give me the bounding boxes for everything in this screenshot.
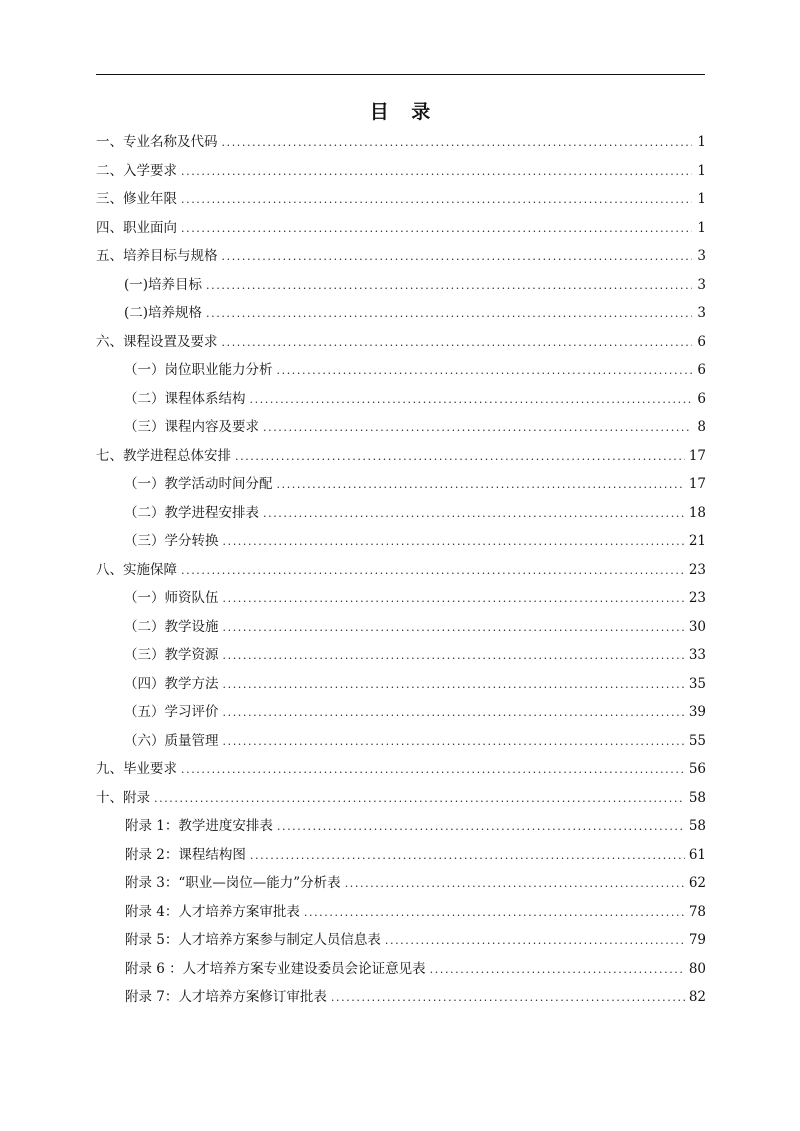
- toc-entry-page-number: 39: [688, 704, 706, 720]
- toc-entry[interactable]: [96, 698, 706, 727]
- toc-entry-label: （四）教学方法: [124, 675, 219, 692]
- toc-entry-label: 附录 7：人才培养方案修订审批表: [125, 989, 327, 1005]
- toc-entry-label: 附录 3：“职业—岗位—能力”分析表: [125, 875, 341, 891]
- toc-dot-leader: [222, 129, 693, 158]
- toc-dot-leader: [385, 927, 685, 956]
- toc-dot-leader: [181, 215, 692, 244]
- toc-entry-page-number: 78: [688, 903, 706, 920]
- toc-entry-label: （二）教学进程安排表: [124, 504, 259, 521]
- toc-entry[interactable]: [96, 812, 706, 841]
- toc-entry-page-number: 6: [697, 390, 706, 407]
- toc-entry[interactable]: [96, 356, 706, 385]
- toc-dot-leader: [250, 386, 693, 415]
- toc-dot-leader: [235, 443, 685, 472]
- toc-dot-leader: [181, 186, 692, 215]
- toc-entry[interactable]: [96, 613, 706, 642]
- header-rule: [96, 74, 705, 75]
- page-title: 目 录: [369, 101, 439, 123]
- toc-entry[interactable]: [96, 442, 706, 471]
- toc-entry-page-number: 1: [697, 134, 706, 150]
- toc-dot-leader: [222, 243, 693, 272]
- toc-entry[interactable]: [96, 955, 706, 984]
- toc-entry-label: （一）岗位职业能力分析: [124, 362, 273, 378]
- toc-entry[interactable]: [96, 470, 706, 499]
- toc-entry[interactable]: [96, 926, 706, 955]
- toc-entry[interactable]: [96, 869, 706, 898]
- toc-dot-leader: [223, 528, 685, 557]
- toc-entry-page-number: 30: [688, 618, 706, 635]
- toc-entry[interactable]: [96, 556, 706, 585]
- toc-entry-label: (一)培养目标: [124, 276, 203, 293]
- toc-dot-leader: [206, 300, 692, 329]
- toc-entry[interactable]: [96, 584, 706, 613]
- toc-dot-leader: [345, 870, 685, 899]
- toc-entry-page-number: 21: [688, 533, 706, 549]
- toc-entry[interactable]: [96, 299, 706, 328]
- toc-list: [96, 128, 706, 1012]
- toc-dot-leader: [263, 414, 692, 443]
- toc-entry-page-number: 6: [697, 362, 706, 378]
- toc-entry-label: （二）课程体系结构: [124, 390, 246, 407]
- toc-dot-leader: [277, 813, 685, 842]
- toc-entry-page-number: 35: [688, 675, 706, 692]
- toc-entry[interactable]: [96, 641, 706, 670]
- toc-entry[interactable]: [96, 128, 706, 157]
- toc-entry-page-number: 58: [688, 818, 706, 834]
- toc-entry[interactable]: [96, 499, 706, 528]
- toc-entry-label: （三）学分转换: [124, 533, 219, 549]
- toc-entry-label: （二）教学设施: [124, 618, 219, 635]
- toc-entry[interactable]: [96, 271, 706, 300]
- toc-entry-label: 九、毕业要求: [96, 761, 177, 777]
- toc-dot-leader: [304, 899, 685, 928]
- toc-entry[interactable]: [96, 841, 706, 870]
- toc-entry[interactable]: [96, 214, 706, 243]
- toc-entry-label: (二)培养规格: [124, 305, 203, 321]
- toc-dot-leader: [250, 842, 685, 871]
- toc-dot-leader: [223, 642, 685, 671]
- toc-dot-leader: [223, 614, 685, 643]
- toc-entry-page-number: 80: [688, 960, 706, 977]
- toc-entry[interactable]: [96, 413, 706, 442]
- toc-dot-leader: [181, 158, 692, 187]
- toc-entry-page-number: 33: [688, 647, 706, 663]
- toc-entry-page-number: 62: [688, 875, 706, 891]
- toc-dot-leader: [181, 557, 685, 586]
- toc-dot-leader: [331, 984, 685, 1013]
- toc-dot-leader: [222, 329, 693, 358]
- toc-entry-page-number: 55: [688, 732, 706, 749]
- toc-entry[interactable]: [96, 185, 706, 214]
- toc-entry[interactable]: [96, 727, 706, 756]
- toc-entry-label: 五、培养目标与规格: [96, 248, 218, 264]
- toc-entry-page-number: 1: [697, 162, 706, 179]
- toc-entry-page-number: 1: [697, 191, 706, 207]
- toc-entry[interactable]: [96, 755, 706, 784]
- toc-entry[interactable]: [96, 242, 706, 271]
- toc-entry-page-number: 23: [688, 590, 706, 606]
- toc-entry-label: 附录 5：人才培养方案参与制定人员信息表: [125, 932, 381, 948]
- toc-entry-label: （六）质量管理: [124, 732, 219, 749]
- toc-entry-label: 四、职业面向: [96, 219, 177, 236]
- toc-entry-label: 八、实施保障: [96, 561, 177, 578]
- toc-entry[interactable]: [96, 898, 706, 927]
- toc-entry[interactable]: [96, 670, 706, 699]
- toc-entry-page-number: 6: [697, 333, 706, 350]
- toc-entry-label: 附录 2：课程结构图: [125, 846, 246, 863]
- toc-entry-page-number: 82: [688, 989, 706, 1005]
- toc-dot-leader: [223, 699, 685, 728]
- toc-entry-label: 一、专业名称及代码: [96, 134, 218, 150]
- toc-dot-leader: [223, 671, 685, 700]
- toc-entry-page-number: 56: [688, 761, 706, 777]
- toc-entry-label: 七、教学进程总体安排: [96, 447, 231, 464]
- toc-dot-leader: [430, 956, 685, 985]
- toc-entry[interactable]: [96, 385, 706, 414]
- toc-entry-label: （五）学习评价: [124, 704, 219, 720]
- toc-entry-page-number: 18: [688, 504, 706, 521]
- toc-dot-leader: [277, 357, 693, 386]
- toc-entry-label: 附录 1：教学进度安排表: [125, 818, 273, 834]
- toc-entry[interactable]: [96, 328, 706, 357]
- toc-entry-label: 附录 6 ：人才培养方案专业建设委员会论证意见表: [125, 960, 426, 977]
- toc-dot-leader: [223, 728, 685, 757]
- toc-entry-label: 附录 4：人才培养方案审批表: [125, 903, 300, 920]
- toc-entry-label: （三）教学资源: [124, 647, 219, 663]
- toc-entry-page-number: 3: [697, 248, 706, 264]
- toc-entry[interactable]: [96, 157, 706, 186]
- toc-entry-label: 二、入学要求: [96, 162, 177, 179]
- toc-entry[interactable]: [96, 527, 706, 556]
- toc-entry-page-number: 58: [688, 789, 706, 806]
- toc-entry-page-number: 1: [697, 219, 706, 236]
- toc-entry[interactable]: [96, 983, 706, 1012]
- toc-entry-page-number: 79: [688, 932, 706, 948]
- toc-entry-page-number: 17: [688, 476, 706, 492]
- toc-entry-page-number: 17: [688, 447, 706, 464]
- toc-entry-page-number: 23: [688, 561, 706, 578]
- toc-entry[interactable]: [96, 784, 706, 813]
- toc-entry-label: 三、修业年限: [96, 191, 177, 207]
- toc-entry-page-number: 3: [697, 305, 706, 321]
- toc-entry-label: （一）师资队伍: [124, 590, 219, 606]
- toc-entry-label: （一）教学活动时间分配: [124, 476, 273, 492]
- toc-dot-leader: [181, 756, 685, 785]
- toc-entry-label: （三）课程内容及要求: [124, 419, 259, 435]
- toc-entry-label: 十、附录: [96, 789, 150, 806]
- toc-dot-leader: [154, 785, 685, 814]
- toc-entry-page-number: 8: [697, 419, 706, 435]
- toc-dot-leader: [277, 471, 685, 500]
- toc-entry-page-number: 3: [697, 276, 706, 293]
- toc-dot-leader: [223, 585, 685, 614]
- toc-dot-leader: [206, 272, 692, 301]
- toc-entry-page-number: 61: [688, 846, 706, 863]
- toc-dot-leader: [263, 500, 685, 529]
- toc-entry-label: 六、课程设置及要求: [96, 333, 218, 350]
